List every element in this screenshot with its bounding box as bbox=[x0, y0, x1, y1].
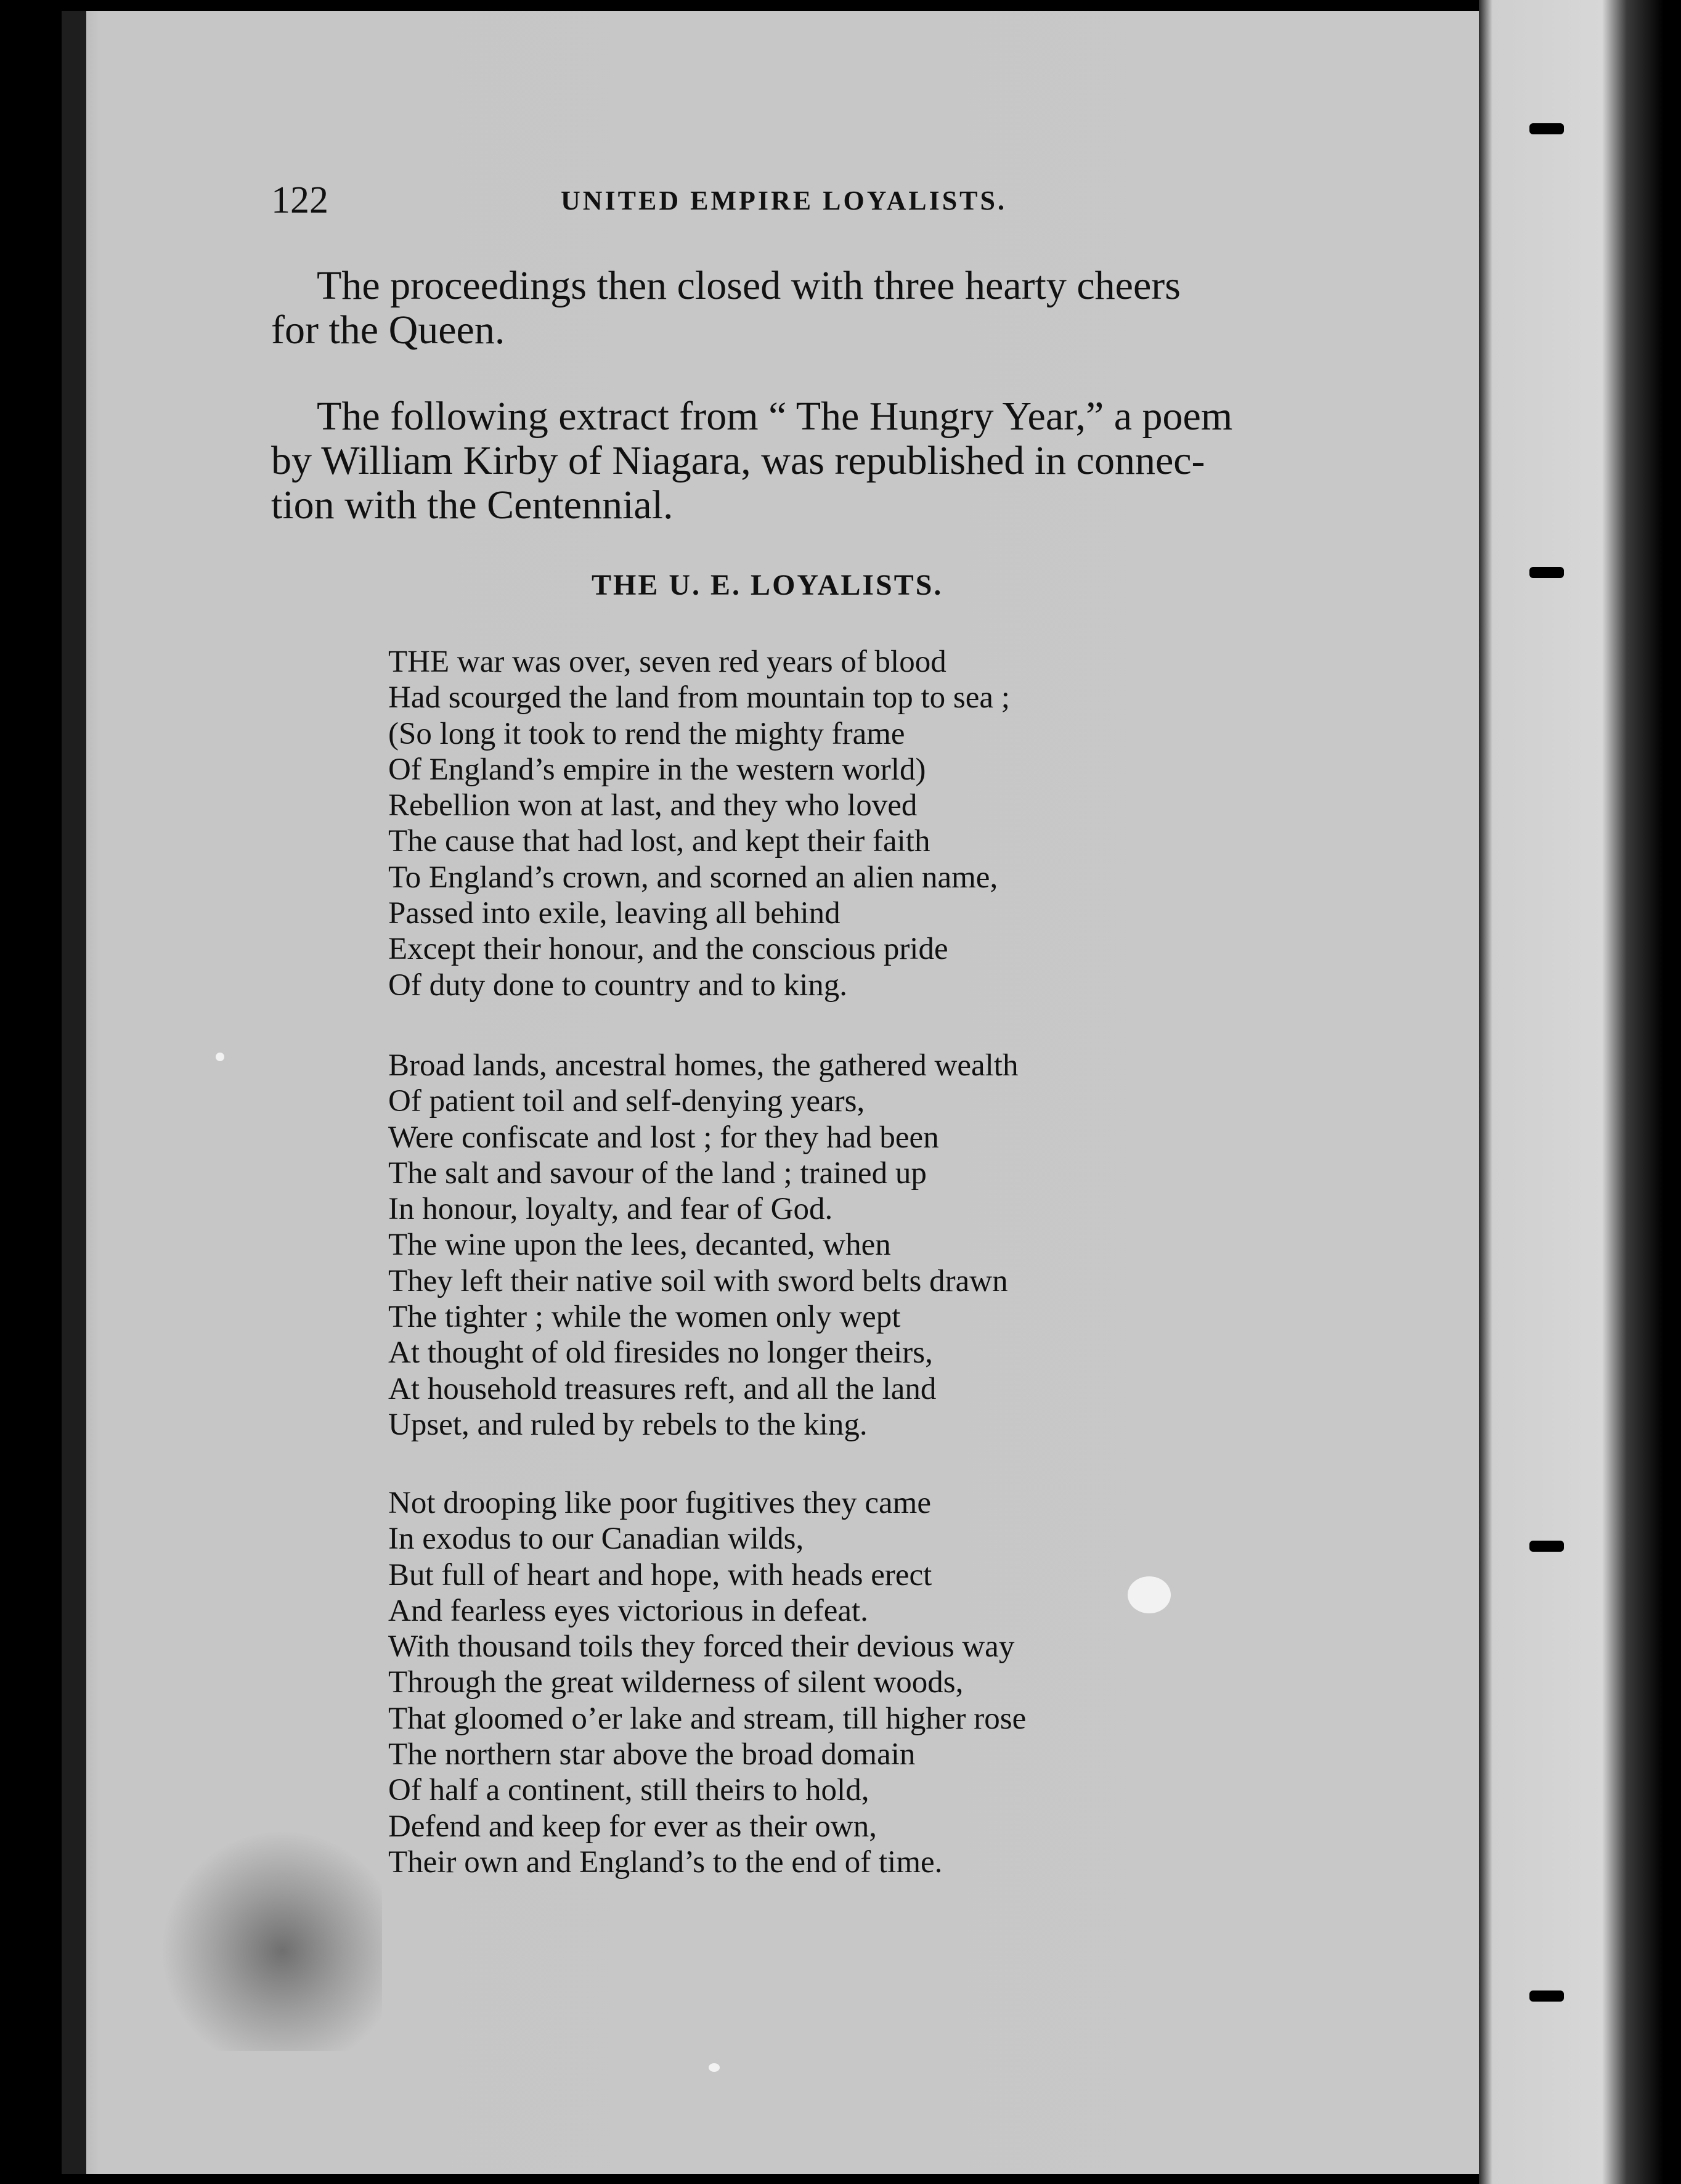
poem-line: In honour, loyalty, and fear of God. bbox=[388, 1192, 833, 1227]
poem-stanza-2 bbox=[388, 1048, 1251, 1443]
poem-line: And fearless eyes victorious in defeat. bbox=[388, 1593, 868, 1628]
poem-line: Of patient toil and self-denying years, bbox=[388, 1084, 865, 1119]
poem-line: At household treasures reft, and all the land bbox=[388, 1371, 937, 1406]
poem-line: In exodus to our Canadian wilds, bbox=[388, 1522, 804, 1557]
poem-line: The salt and savour of the land ; trained up bbox=[388, 1155, 927, 1191]
poem-line: Through the great wilderness of silent woods, bbox=[388, 1665, 964, 1700]
running-head bbox=[271, 179, 1269, 222]
poem-stanza-3 bbox=[388, 1485, 1251, 1880]
poem-line: Not drooping like poor fugitives they came bbox=[388, 1486, 931, 1520]
paragraph-line: The following extract from “ The Hungry Year,” a poem bbox=[317, 394, 1233, 439]
poem-line: Of half a continent, still theirs to hold, bbox=[388, 1773, 869, 1808]
poem-line: Of duty done to country and to king. bbox=[388, 968, 848, 1003]
poem-line: Except their honour, and the conscious pride bbox=[388, 932, 948, 967]
poem-line: But full of heart and hope, with heads erect bbox=[388, 1557, 932, 1592]
poem-line: At thought of old firesides no longer theirs, bbox=[388, 1335, 933, 1371]
poem-line: With thousand toils they forced their devious way bbox=[388, 1629, 1015, 1664]
poem-stanza-1 bbox=[388, 644, 1251, 1003]
paragraph-line: The proceedings then closed with three hearty cheers bbox=[317, 263, 1181, 308]
poem-line: The tighter ; while the women only wept bbox=[388, 1300, 901, 1335]
poem-line: Defend and keep for ever as their own, bbox=[388, 1809, 877, 1844]
poem-line: They left their native soil with sword belts drawn bbox=[388, 1263, 1008, 1298]
poem-line: Broad lands, ancestral homes, the gathered wealth bbox=[388, 1048, 1019, 1083]
poem-line: Of England’s empire in the western world) bbox=[388, 752, 926, 787]
paragraph-line: by William Kirby of Niagara, was republished in connec- bbox=[271, 438, 1205, 483]
paragraph-line: tion with the Centennial. bbox=[271, 483, 674, 528]
poem-line: Their own and England’s to the end of time. bbox=[388, 1844, 943, 1880]
poem-line: To England’s crown, and scorned an alien name, bbox=[388, 860, 998, 895]
paragraph-line: for the Queen. bbox=[271, 308, 505, 352]
closing-paragraph bbox=[271, 264, 1349, 352]
poem-line: Rebellion won at last, and they who loved bbox=[388, 788, 918, 823]
poem-line: (So long it took to rend the mighty frame bbox=[388, 716, 905, 751]
poem-line: THE war was over, seven red years of blood bbox=[388, 645, 946, 679]
poem-line: The cause that had lost, and kept their faith bbox=[388, 824, 930, 859]
page-number: 122 bbox=[271, 179, 328, 221]
poem-line: Upset, and ruled by rebels to the king. bbox=[388, 1407, 868, 1442]
extract-intro-paragraph bbox=[271, 394, 1349, 528]
poem-line: The northern star above the broad domain bbox=[388, 1737, 916, 1772]
poem-line: Had scourged the land from mountain top to sea ; bbox=[388, 680, 1010, 715]
running-title: UNITED EMPIRE LOYALISTS. bbox=[561, 185, 1007, 216]
poem-line: Passed into exile, leaving all behind bbox=[388, 896, 840, 931]
poem-title: THE U. E. LOYALISTS. bbox=[592, 569, 943, 601]
poem-line: The wine upon the lees, decanted, when bbox=[388, 1228, 891, 1263]
poem-line: Were confiscate and lost ; for they had been bbox=[388, 1120, 939, 1155]
poem-line: That gloomed o’er lake and stream, till higher rose bbox=[388, 1701, 1027, 1736]
